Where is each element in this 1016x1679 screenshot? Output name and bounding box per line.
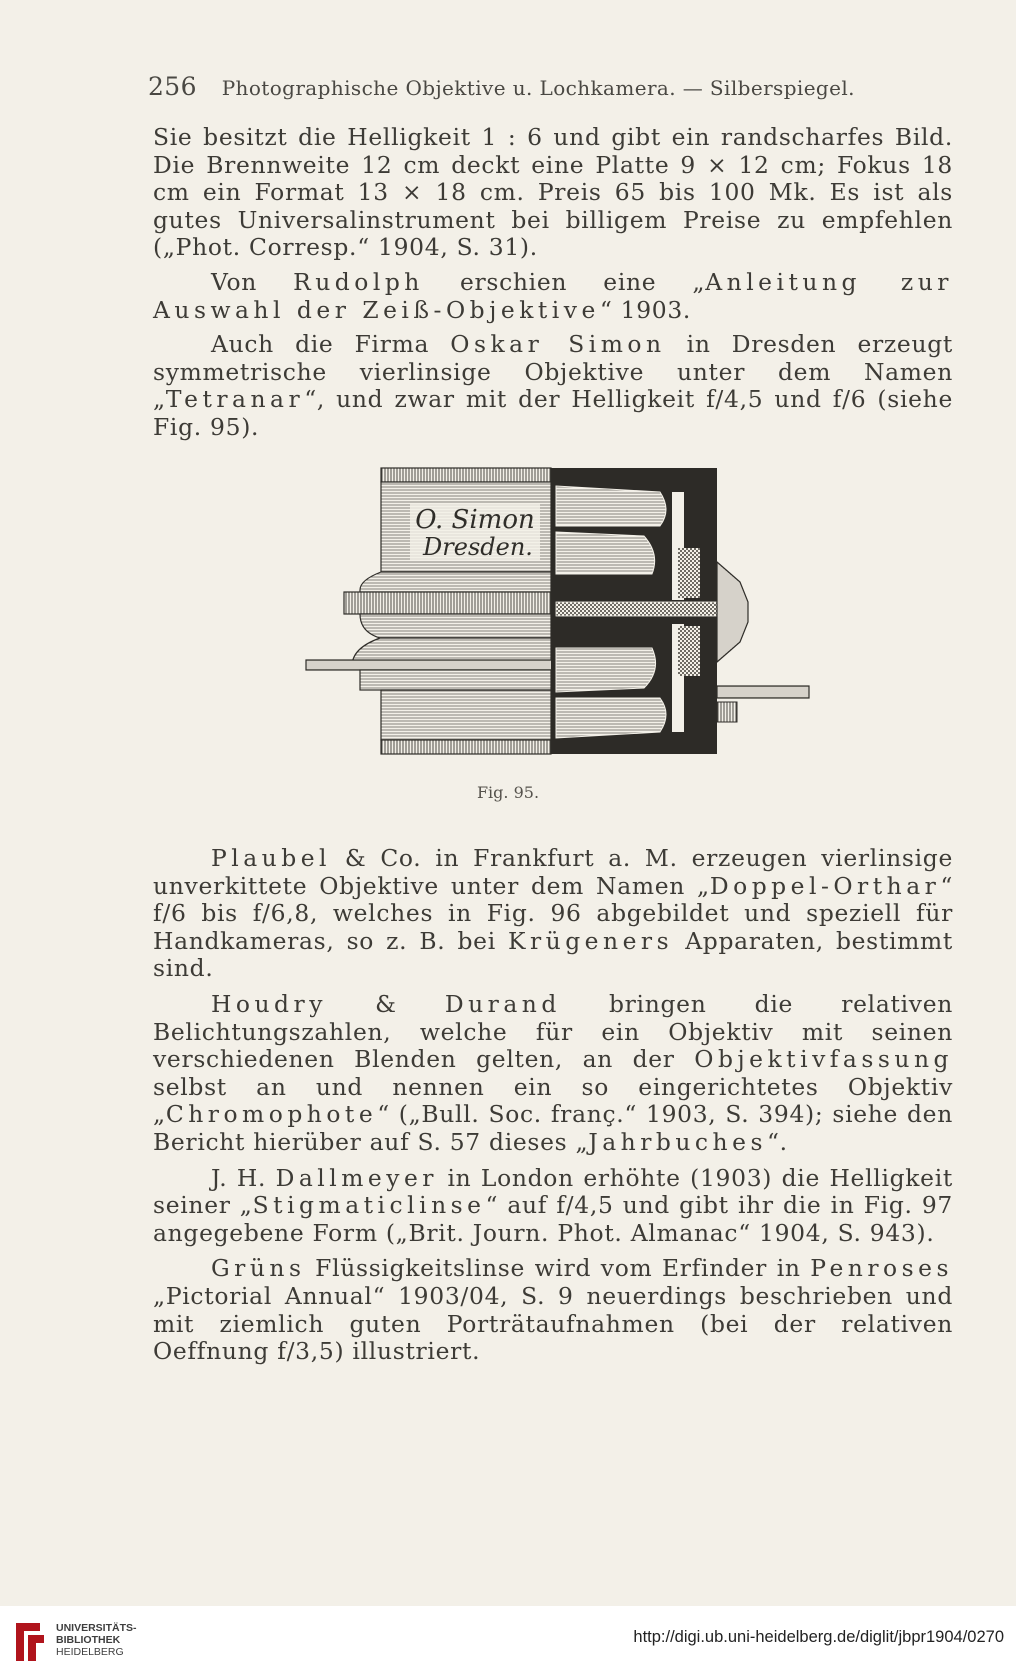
paragraph-6 xyxy=(153,1165,953,1248)
spaced-name: Chromophote xyxy=(165,1100,378,1129)
text-block-top xyxy=(153,124,953,442)
text-block-bottom xyxy=(153,845,953,1366)
text-run: in London erhöhte (1903) die Helligkeit seiner „ xyxy=(153,1163,954,1220)
spaced-name: Tetranar xyxy=(165,385,305,414)
text-run: Auch die Firma xyxy=(211,330,451,359)
spaced-name: Dallmeyer xyxy=(275,1163,438,1192)
spaced-name: Durand xyxy=(444,989,561,1018)
text-run: “. xyxy=(766,1127,788,1156)
spaced-name: Objektivfassung xyxy=(694,1045,953,1074)
library-name: UNIVERSITÄTS- BIBLIOTHEK HEIDELBERG xyxy=(56,1622,137,1658)
page-number: 256 xyxy=(148,72,197,101)
figure-caption: Fig. 95. xyxy=(476,783,540,802)
text-run: “ auf f/4,5 und gibt ihr die in Fig. 97 angegebene Form („Brit. Journ. Phot. Almanac“ 1904, S. 943). xyxy=(153,1191,953,1247)
library-logo-icon xyxy=(10,1617,50,1667)
text-run: “ f/6 bis f/6,8, welches in Fig. 96 abgebildet und speziell für Handkameras, so z. B. bei xyxy=(153,871,953,955)
spaced-name: Stigmaticlinse xyxy=(252,1191,486,1220)
text-run: & xyxy=(326,989,445,1018)
paragraph-3 xyxy=(153,331,953,441)
engraving-line-1: O. Simon xyxy=(415,505,535,535)
spaced-name: Krügeners xyxy=(507,926,674,955)
tetranar-lens-drawing xyxy=(300,462,810,778)
running-title: Photographische Objektive u. Lochkamera. — Silberspiegel. xyxy=(221,76,855,100)
spaced-name: Rudolph xyxy=(293,267,424,296)
running-header xyxy=(148,72,866,101)
text-run: “, und zwar mit der Helligkeit f/4,5 und f/6 (siehe Fig. 95). xyxy=(153,385,953,441)
text-run: „Pictorial Annual“ 1903/04, S. 9 neuerdings beschrieben und mit ziemlich guten Porträtaufnahmen (bei der relativen Oeffnung f/3,5) illustriert. xyxy=(153,1281,953,1366)
text-run: bringen die relativen Belichtungszahlen, welche für ein Objektiv mit seinen verschiedenen Blenden gelten, an der xyxy=(153,989,953,1074)
spaced-name: Oskar Simon xyxy=(450,330,666,359)
spaced-name: Anleitung zur Auswahl der Zeiß-Objektive xyxy=(153,267,953,324)
text-run: erschien eine „ xyxy=(423,267,706,296)
paragraph-1 xyxy=(153,124,953,262)
source-url-link[interactable]: http://digi.ub.uni-heidelberg.de/diglit/jbpr1904/0270 xyxy=(633,1628,1004,1646)
spaced-name: Plaubel xyxy=(211,844,332,872)
spaced-name: Penroses xyxy=(810,1254,953,1283)
paragraph-5 xyxy=(153,991,953,1157)
text-run: Flüssigkeitslinse wird vom Erfinder in xyxy=(305,1254,811,1283)
text-run: in Dresden erzeugt symmetrische vierlinsige Objektive unter dem Namen „ xyxy=(153,330,953,414)
text-run: & Co. in Frankfurt a. M. erzeugen vierlinsige unverkittete Objektive unter dem Namen „ xyxy=(153,844,953,900)
spaced-name: Grüns xyxy=(211,1254,306,1283)
spaced-name: Doppel-Orthar xyxy=(709,871,941,900)
text-run: Apparaten, bestimmt sind. xyxy=(153,926,954,983)
text-run: Von xyxy=(211,267,294,296)
paragraph-7 xyxy=(153,1255,953,1365)
spaced-name: Houdry xyxy=(211,989,327,1018)
lens-illustration xyxy=(300,462,810,778)
text-run: Sie besitzt die Helligkeit 1 : 6 und gibt ein randscharfes Bild. Die Brennweite 12 cm deckt eine Platte 9 × 12 cm; Fokus 18 cm ein Format 13 × 18 cm. Preis 65 bis 100 Mk. Es ist als gutes Universalinstrument bei billigem Preise zu empfehlen („Phot. Corresp.“ 1904, S. 31). xyxy=(153,123,953,262)
spaced-name: Jahrbuches xyxy=(588,1127,767,1156)
engraving-line-2: Dresden. xyxy=(423,533,533,561)
text-run: selbst an und nennen ein so eingerichtetes Objektiv „ xyxy=(153,1072,953,1129)
digitization-footer xyxy=(0,1606,1016,1679)
text-run: “ 1903. xyxy=(599,295,692,324)
text-run: “ („Bull. Soc. franç.“ 1903, S. 394); siehe den Bericht hierüber auf S. 57 dieses „ xyxy=(153,1100,953,1156)
paragraph-2 xyxy=(153,269,953,324)
paragraph-4 xyxy=(153,845,953,983)
text-run: J. H. xyxy=(211,1163,276,1192)
